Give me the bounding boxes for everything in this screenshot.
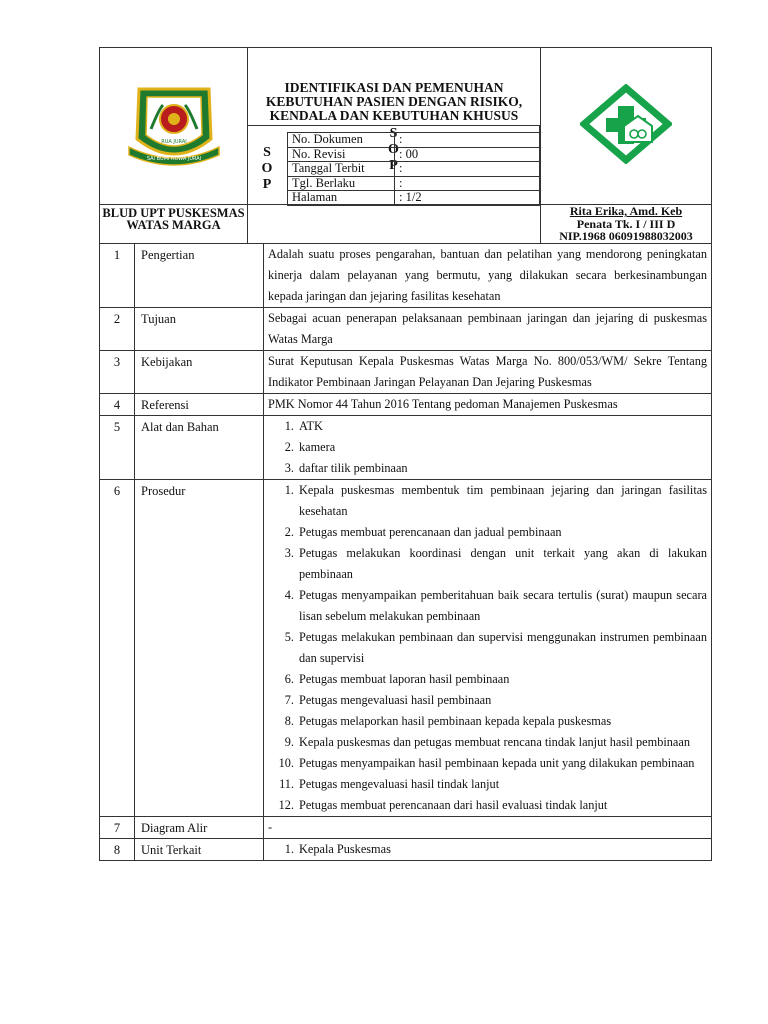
- signatory-cell: [541, 205, 712, 244]
- section-number: 1: [100, 244, 135, 308]
- list-item-text: Petugas melaporkan hasil pembinaan kepada kepala puskesmas: [299, 714, 612, 728]
- list-item: [268, 774, 707, 795]
- section-number: 7: [100, 817, 135, 839]
- list-item-number: 1.: [284, 419, 294, 433]
- list-item-number: 5.: [284, 630, 294, 644]
- section-number: 3: [100, 351, 135, 394]
- list-item: [268, 543, 707, 585]
- sop-vertical-label: S O P: [261, 144, 273, 192]
- section-label: Tujuan: [135, 308, 264, 351]
- section-row: [100, 394, 712, 416]
- section-list-cell: [264, 839, 712, 861]
- list-item: [268, 458, 707, 479]
- section-row: [100, 817, 712, 839]
- list-item: [268, 480, 707, 522]
- list-item-text: Petugas membuat laporan hasil pembinaan: [299, 672, 510, 686]
- meta-value-effective-date: :: [395, 176, 540, 191]
- section-text: Surat Keputusan Kepala Puskesmas Watas Marga No. 800/053/WM/ Sekre Tentang Indikator Pembinaan Jaringan Pelayanan Dan Jejaring Puskesmas: [264, 351, 712, 394]
- list-item-text: Petugas mengevaluasi hasil pembinaan: [299, 693, 492, 707]
- list-item-text: Kepala puskesmas dan petugas membuat rencana tindak lanjut hasil pembinaan: [299, 735, 690, 749]
- list-item-text: Petugas menyampaikan pemberitahuan baik secara tertulis (surat) maupun secara lisan sebelum melakukan pembinaan: [299, 588, 707, 623]
- list-item-number: 2.: [284, 525, 294, 539]
- list-item-number: 6.: [284, 672, 294, 686]
- list-item-number: 3.: [284, 461, 294, 475]
- list-item-text: Petugas melakukan pembinaan dan supervisi menggunakan instrumen pembinaan dan supervisi: [299, 630, 707, 665]
- list-item-text: Petugas membuat perencanaan dari hasil evaluasi tindak lanjut: [299, 798, 608, 812]
- puskesmas-logo: [580, 84, 672, 164]
- list-item: [268, 753, 707, 774]
- meta-value-page: : 1/2: [395, 191, 540, 206]
- list-item-text: kamera: [299, 440, 336, 454]
- section-number: 4: [100, 394, 135, 416]
- list-item-text: Petugas mengevaluasi hasil tindak lanjut: [299, 777, 500, 791]
- list-item-text: ATK: [299, 419, 323, 433]
- list-item-number: 10.: [278, 756, 294, 770]
- section-number: 5: [100, 416, 135, 480]
- list-item: [268, 732, 707, 753]
- org-sign-row: [99, 204, 712, 244]
- org-name: BLUD UPT PUSKESMAS WATAS MARGA: [102, 206, 245, 232]
- list-item-number: 7.: [284, 693, 294, 707]
- list-item-number: 8.: [284, 714, 294, 728]
- section-row: [100, 839, 712, 861]
- list-item: [268, 416, 707, 437]
- province-crest-logo: [119, 69, 229, 179]
- crest-motto: RUA JURAI: [160, 138, 187, 145]
- meta-label-revision: No. Revisi: [288, 147, 395, 162]
- meta-value-doc-no: :: [395, 133, 540, 148]
- meta-rows: [247, 132, 540, 206]
- section-list-cell: [264, 480, 712, 817]
- section-label: Prosedur: [135, 480, 264, 817]
- meta-label-effective-date: Tgl. Berlaku: [288, 176, 395, 191]
- list-item-text: Kepala Puskesmas: [299, 842, 391, 856]
- section-label: Kebijakan: [135, 351, 264, 394]
- list-item: [268, 522, 707, 543]
- crest-ribbon: SAI BUMI RUWA JURAI: [146, 155, 201, 162]
- org-cell: [100, 205, 248, 244]
- section-row: [100, 244, 712, 308]
- list-item-text: Petugas melakukan koordinasi dengan unit terkait yang akan di lakukan pembinaan: [299, 546, 707, 581]
- section-row: [100, 308, 712, 351]
- meta-value-revision: : 00: [395, 147, 540, 162]
- list-item-number: 1.: [284, 842, 294, 856]
- section-text: PMK Nomor 44 Tahun 2016 Tentang pedoman Manajemen Puskesmas: [264, 394, 712, 416]
- section-label: Unit Terkait: [135, 839, 264, 861]
- section-label: Referensi: [135, 394, 264, 416]
- list-item: [268, 690, 707, 711]
- list-item-number: 9.: [284, 735, 294, 749]
- section-row: [100, 480, 712, 817]
- meta-label-issue-date: Tanggal Terbit: [288, 162, 395, 177]
- section-list-cell: [264, 416, 712, 480]
- list-item-number: 12.: [278, 798, 294, 812]
- list-item-text: Kepala puskesmas membentuk tim pembinaan jejaring dan jaringan fasilitas kesehatan: [299, 483, 707, 518]
- list-item-number: 11.: [279, 777, 294, 791]
- list-item: [268, 839, 707, 860]
- signatory-nip: NIP.1968 06091988032003: [559, 229, 693, 243]
- section-row: [100, 416, 712, 480]
- meta-value-issue-date: :: [395, 162, 540, 177]
- section-label: Pengertian: [135, 244, 264, 308]
- list: [268, 839, 707, 860]
- list-item: [268, 585, 707, 627]
- blank-cell: [248, 205, 541, 244]
- list-item-number: 2.: [284, 440, 294, 454]
- section-number: 6: [100, 480, 135, 817]
- section-text: Sebagai acuan penerapan pelaksanaan pembinaan jaringan dan jejaring di puskesmas Watas Marga: [264, 308, 712, 351]
- left-logo-cell: [100, 48, 248, 205]
- list: [268, 480, 707, 816]
- section-number: 8: [100, 839, 135, 861]
- section-text: Adalah suatu proses pengarahan, bantuan dan pelatihan yang mendorong peningkatan kinerja dalam pelayanan yang bermutu, yang dilakukan secara berkesinambungan kepada jaringan dan jejaring fasilitas kesehatan: [264, 244, 712, 308]
- document-title: IDENTIFIKASI DAN PEMENUHAN KEBUTUHAN PASIEN DENGAN RISIKO, KENDALA DAN KEBUTUHAN KHUSUS: [265, 80, 523, 123]
- section-label: Alat dan Bahan: [135, 416, 264, 480]
- list-item: [268, 711, 707, 732]
- list: [268, 416, 707, 479]
- list-item: [268, 627, 707, 669]
- list-item-number: 4.: [284, 588, 294, 602]
- signatory-rank: Penata Tk. I / III D: [576, 216, 676, 231]
- list-item-text: Petugas menyampaikan hasil pembinaan kepada unit yang dilakukan pembinaan: [299, 756, 695, 770]
- sop-document: [99, 47, 712, 861]
- list-item-text: Petugas membuat perencanaan dan jadual pembinaan: [299, 525, 562, 539]
- list-item-text: daftar tilik pembinaan: [299, 461, 408, 475]
- section-text: -: [264, 817, 712, 839]
- section-number: 2: [100, 308, 135, 351]
- section-label: Diagram Alir: [135, 817, 264, 839]
- sections-table: [99, 243, 712, 861]
- signatory-name: Rita Erika, Amd. Keb: [569, 204, 683, 218]
- list-item: [268, 437, 707, 458]
- list-item-number: 1.: [284, 483, 294, 497]
- meta-block: [247, 132, 540, 206]
- right-logo-cell: [541, 48, 712, 205]
- list-item: [268, 795, 707, 816]
- meta-label-doc-no: No. Dokumen: [288, 133, 395, 148]
- meta-label-page: Halaman: [288, 191, 395, 206]
- list-item-number: 3.: [284, 546, 294, 560]
- sop-letters: S O P: [248, 126, 540, 175]
- section-row: [100, 351, 712, 394]
- list-item: [268, 669, 707, 690]
